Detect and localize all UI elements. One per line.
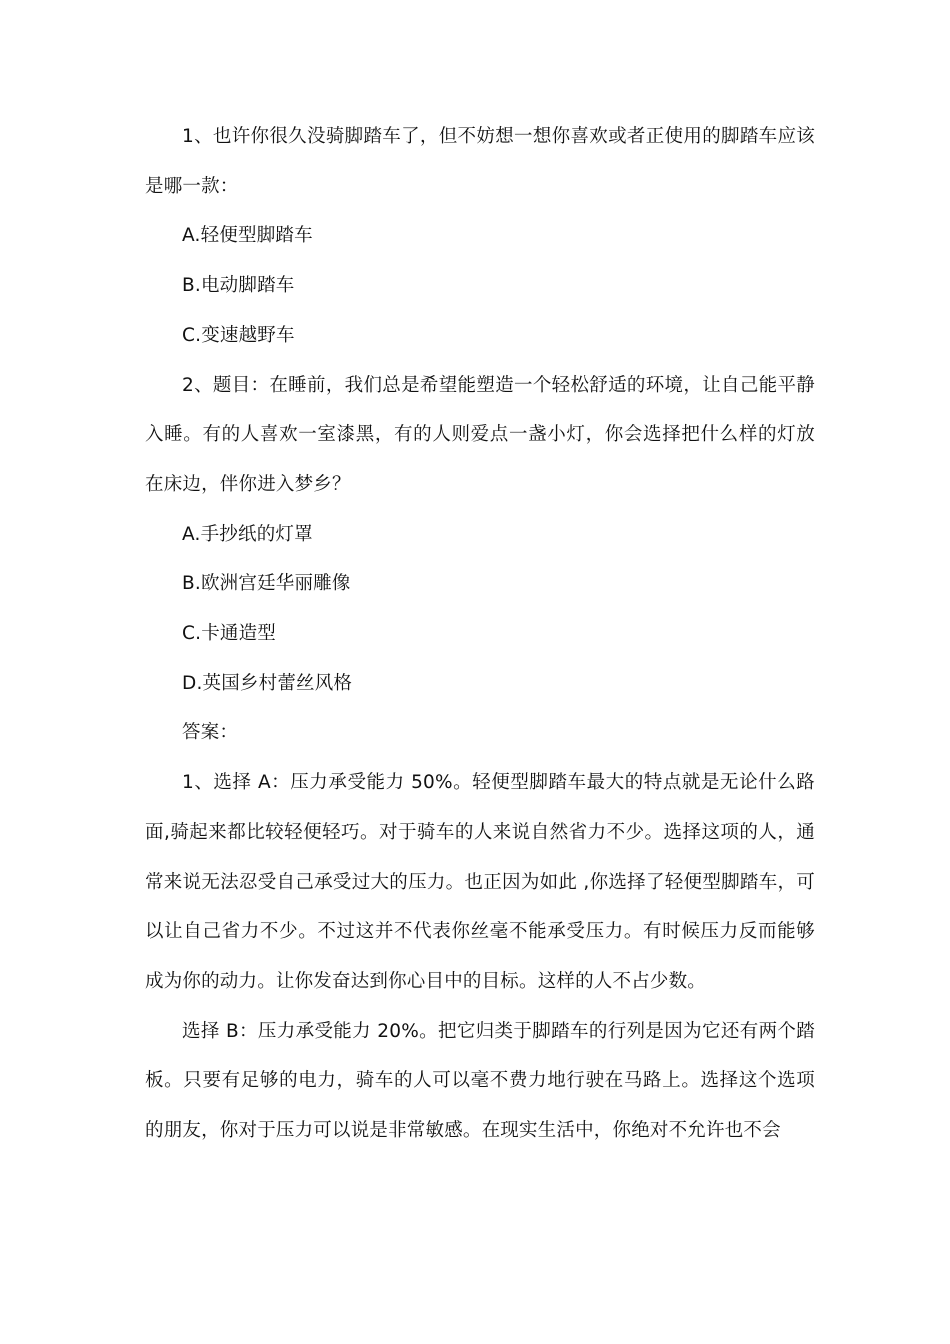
question-2-option-d: D.英国乡村蕾丝风格 <box>182 672 353 694</box>
answer-paragraph-2: 选择 B：压力承受能力 20%。把它归类于脚踏车的行列是因为它还有两个踏板。只要有足够的电力，骑车的人可以毫不费力地行驶在马路上。选择这个选项的朋友，你对于压力可以说是非常敏感。在现实生活中，你绝对不允许也不会 <box>145 1020 815 1142</box>
question-1-option-a: A.轻便型脚踏车 <box>182 225 313 247</box>
question-2-option-a: A.手抄纸的灯罩 <box>182 523 313 545</box>
answer-paragraph-1: 1、选择 A：压力承受能力 50%。轻便型脚踏车最大的特点就是无论什么路面,骑起来都比较轻便轻巧。对于骑车的人来说自然省力不少。选择这项的人，通常来说无法忍受自己承受过大的压力。也正因为如此 ,你选择了轻便型脚踏车，可以让自己省力不少。不过这并不代表你丝毫不能承受压力。有时候压力反而能够成为你的动力。让你发奋达到你心目中的目标。这样的人不占少数。 <box>145 772 815 992</box>
question-2-text: 2、题目：在睡前，我们总是希望能塑造一个轻松舒适的环境，让自己能平静入睡。有的人喜欢一室漆黑，有的人则爱点一盏小灯，你会选择把什么样的灯放在床边，伴你进入梦乡？ <box>145 374 815 495</box>
answer-heading: 答案： <box>182 722 239 744</box>
question-2-option-b: B.欧洲宫廷华丽雕像 <box>182 573 351 595</box>
question-1-option-c: C.变速越野车 <box>182 324 295 346</box>
question-1-option-b: B.电动脚踏车 <box>182 275 295 297</box>
question-2-option-c: C.卡通造型 <box>182 623 276 645</box>
question-1-text: 1、也许你很久没骑脚踏车了，但不妨想一想你喜欢或者正使用的脚踏车应该是哪一款： <box>145 126 815 197</box>
document-body <box>145 112 815 1156</box>
